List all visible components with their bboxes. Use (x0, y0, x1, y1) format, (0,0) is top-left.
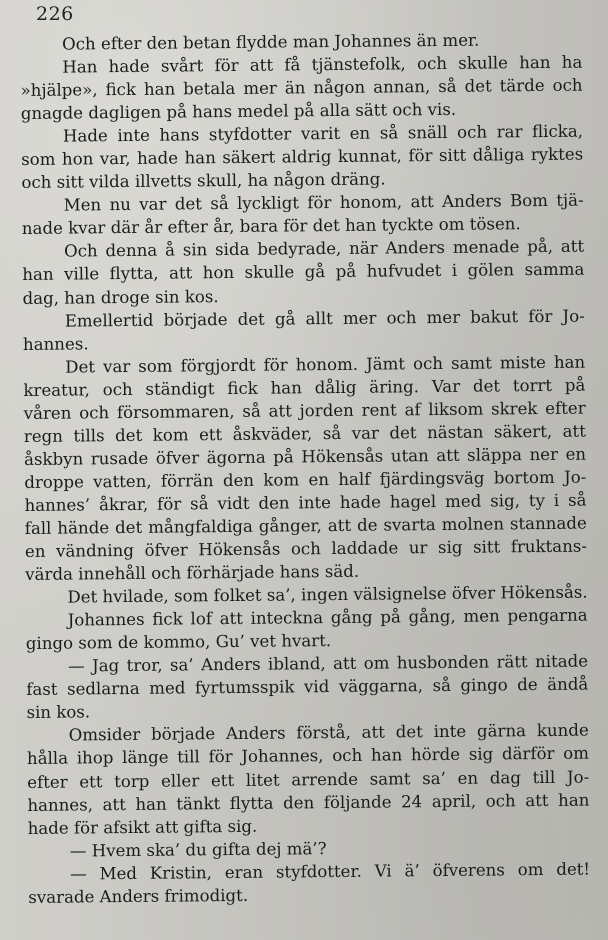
text-line: Och denna å sin sida bedyrade, när Anders menade på, att (64, 237, 585, 262)
text-line: Han hade svårt för att få tjänstefolk, och skulle han ha (62, 52, 583, 77)
text-line: fast sedlarna med fyrtumsspik vid väggarna, så gingo de ändå (26, 674, 589, 700)
text-line: hannes’ åkrar, för så vidt den inte hade hagel med sig, ty i så (24, 490, 587, 515)
text-line: sin kos. (26, 702, 91, 723)
text-line: — Med Kristin, eran styfdotter. Vi ä’ öfverens om det! (69, 859, 591, 884)
text-line: värda innehåll och förhärjade hans säd. (25, 561, 360, 585)
text-line: Hade inte hans styfdotter varit en så snäll och rar flicka, (62, 121, 584, 146)
text-line: och sitt vilda illvetts skull, ha någon dräng. (21, 169, 386, 193)
body-text (20, 28, 590, 909)
text-line: fall hände det mångfaldiga gånger, att de svarta molnen stannade (24, 513, 587, 538)
text-line: — Hvem ska’ du gifta dej mä’? (69, 838, 327, 861)
text-line: Emellertid började det gå allt mer och mer bakut för Jo- (64, 306, 585, 331)
text-line: kreatur, och ständigt fick han dålig äring. Var det torrt på (23, 375, 586, 400)
text-line: hålla ihop länge till för Johannes, och han hörde sig därför om (26, 744, 590, 769)
page-number: 226 (36, 3, 74, 25)
text-line: »hjälpe», fick han betala mer än någon annan, så det tärde och (20, 75, 583, 101)
text-line: Men nu var det så lyckligt för honom, att Anders Bom tjä- (63, 190, 584, 215)
text-line: åskbyn rusade öfver ägorna på Hökensås utan att släppa ner en (24, 444, 587, 469)
text-line: — Jag tror, sa’ Anders ibland, att om husbonden rätt nitade (67, 651, 589, 676)
text-line: regn tills det kom ett åskväder, så var det nästan säkert, att (23, 421, 586, 446)
text-line: Och efter den betan flydde man Johannes än mer. (62, 30, 480, 54)
text-line: efter ett torp eller ett litet arrende samt sa’ en dag till Jo- (27, 767, 590, 792)
text-line: Det hvilade, som folket sa’, ingen välsignelse öfver Hökensås. (67, 582, 588, 607)
text-line: gingo som de kommo, Gu’ vet hvart. (25, 631, 332, 654)
text-line: dag, han droge sin kos. (22, 286, 219, 308)
text-line: hade för afsikt att gifta sig. (27, 816, 258, 838)
text-line: han ville flytta, att hon skulle gå på hufvudet i gölen samma (22, 260, 585, 285)
text-line: Det var som förgjordt för honom. Jämt och samt miste han (65, 352, 586, 377)
text-line: våren och försommaren, så att jorden rent af liksom skrek efter (23, 398, 586, 423)
text-line: hannes, att han tänkt flytta den följande 24 april, och att han (27, 790, 590, 815)
text-line: nade kvar där år efter år, bara för det han tyckte om tösen. (21, 214, 521, 239)
text-line: som hon var, hade han säkert aldrig kunnat, för sitt dåliga ryktes (21, 144, 584, 170)
text-line: gnagde dagligen på hans medel på alla sätt och vis. (20, 99, 457, 124)
text-line: svarade Anders frimodigt. (28, 885, 249, 907)
text-line: droppe vatten, förrän den kom en half fjärdingsväg bortom Jo- (24, 467, 587, 492)
text-line: hannes. (22, 333, 89, 354)
text-line: Omsider började Anders förstå, att det inte gärna kunde (68, 720, 589, 745)
text-line: en vändning öfver Hökensås och laddade ur sig sitt fruktans- (24, 536, 588, 562)
text-line: Johannes fick lof att inteckna gång på gång, men pengarna (67, 605, 588, 630)
